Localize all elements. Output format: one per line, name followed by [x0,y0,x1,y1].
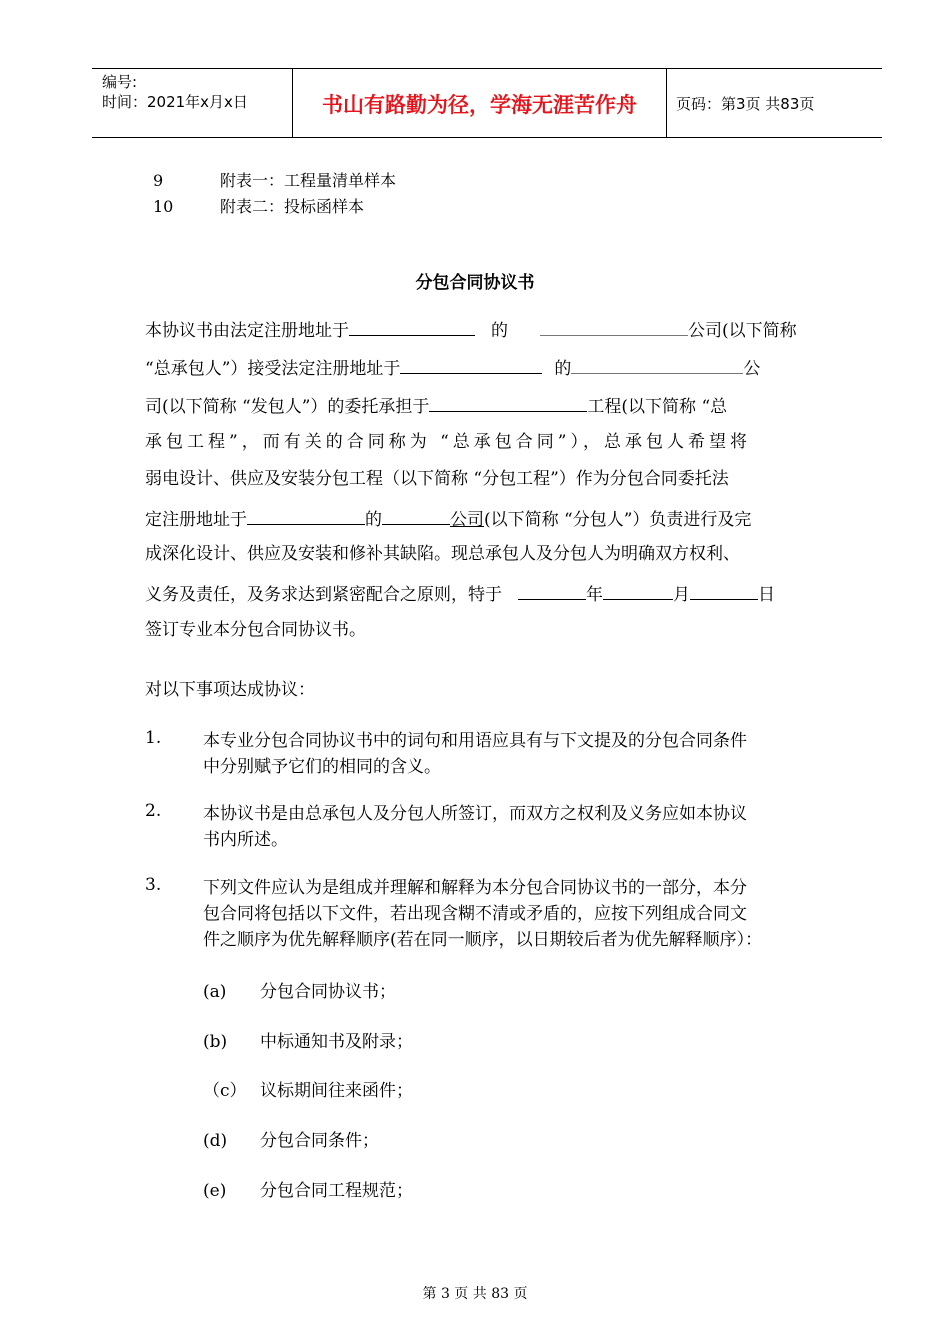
document-title: 分包合同协议书 [415,273,535,293]
blank-field [349,316,475,336]
header-right-cell [666,69,882,137]
toc-item [153,194,364,217]
clause-line: 包合同将包括以下文件，若出现含糊不清或矛盾的，应按下列组成合同文 [203,904,747,924]
agree-intro: 对以下事项达成协议： [145,680,315,700]
sub-item [203,977,396,1002]
page-info: 页码：第3页 共83页 [676,95,815,113]
sub-text: 议标期间往来函件； [260,1081,413,1101]
header-motto-cell [292,69,667,137]
text-segment: 义务及责任，及务求达到紧密配合之原则，特于 [145,585,502,605]
clause-text [203,801,833,853]
clause-line: 件之顺序为优先解释顺序(若在同一顺序，以日期较后者为优先解释顺序）： [203,930,763,950]
paragraph-line: 成深化设计、供应及安装和修补其缺陷。现总承包人及分包人为明确双方权利、 [145,544,740,564]
toc-text: 附表二：投标函样本 [220,197,365,216]
text-segment: 日 [758,585,775,605]
clause-line: 本专业分包合同协议书中的词句和用语应具有与下文提及的分包合同条件 [203,731,747,751]
text-segment: 司(以下简称 “发包人”）的委托承担于 [145,397,430,417]
clause-line: 本协议书是由总承包人及分包人所签订，而双方之权利及义务应如本协议 [203,804,747,824]
text-segment: 公司(以下简称 [688,321,797,341]
sub-text: 分包合同工程规范； [260,1181,413,1201]
text-segment: 的 [554,359,572,379]
clause-line: 书内所述。 [203,830,288,850]
sub-num: (a) [203,982,227,1002]
clause-num: 2. [145,801,162,821]
paragraph-line: 弱电设计、供应及安装分包工程（以下简称 “分包工程”）作为分包合同委托法 [145,469,729,489]
sub-text: 中标通知书及附录； [260,1032,413,1052]
blank-field [540,316,688,336]
paragraph-line: 签订专业本分包合同协议书。 [145,620,366,640]
page-footer: 第 3 页 共 83 页 [422,1286,528,1302]
page-header [92,68,882,138]
blank-field [429,392,587,412]
text-segment: (以下简称 “分包人”）负责进行及完 [484,510,752,530]
paragraph-line [145,580,829,604]
sub-item [203,1027,413,1052]
blank-field [690,580,758,600]
text-segment: 年 [586,585,603,605]
paragraph-line [145,354,829,378]
header-left-cell [92,69,292,137]
paragraph-line [145,505,829,529]
blank-field [247,505,365,525]
sub-num: （c） [203,1081,247,1101]
sub-num: (e) [203,1181,227,1201]
clause-num: 1. [145,728,162,748]
toc-num: 10 [153,197,174,216]
blank-field [382,505,450,525]
text-segment: 月 [673,585,690,605]
toc-item [153,168,396,191]
paragraph-line [145,392,829,416]
text-segment: 的 [491,321,508,341]
clause-line: 中分别赋予它们的相同的含义。 [203,757,441,777]
clause-text [203,875,833,953]
blank-field [603,580,673,600]
text-segment: 定注册地址于 [145,510,247,530]
toc-num: 9 [153,171,164,190]
paragraph-line: 承包工程”，而有关的合同称为 “总承包合同”），总承包人希望将 [145,432,751,452]
sub-item [203,1176,413,1201]
serial-label: 编号: [102,73,138,91]
sub-num: (d) [203,1131,228,1151]
sub-text: 分包合同协议书； [260,982,396,1002]
clause-num: 3. [145,875,162,895]
motto-text: 书山有路勤为径，学海无涯苦作舟 [322,93,637,117]
text-segment: 公 [743,359,761,379]
toc-text: 附表一：工程量清单样本 [220,171,397,190]
blank-field [571,354,743,374]
sub-item [203,1126,379,1151]
sub-text: 分包合同条件； [260,1131,379,1151]
blank-field [518,580,586,600]
text-segment: “总承包人”）接受法定注册地址于 [145,359,401,379]
time-label: 时间：2021年x月x日 [102,93,248,111]
text-segment: 公司 [450,510,484,530]
blank-field [400,354,542,374]
paragraph-line [145,316,829,340]
clause-line: 下列文件应认为是组成并理解和解释为本分包合同协议书的一部分，本分 [203,878,747,898]
sub-num: (b) [203,1032,228,1052]
sub-item [203,1076,413,1101]
text-segment: 的 [365,510,382,530]
clause-text [203,728,833,780]
text-segment: 本协议书由法定注册地址于 [145,321,349,341]
text-segment: 工程(以下简称 “总 [587,397,728,417]
